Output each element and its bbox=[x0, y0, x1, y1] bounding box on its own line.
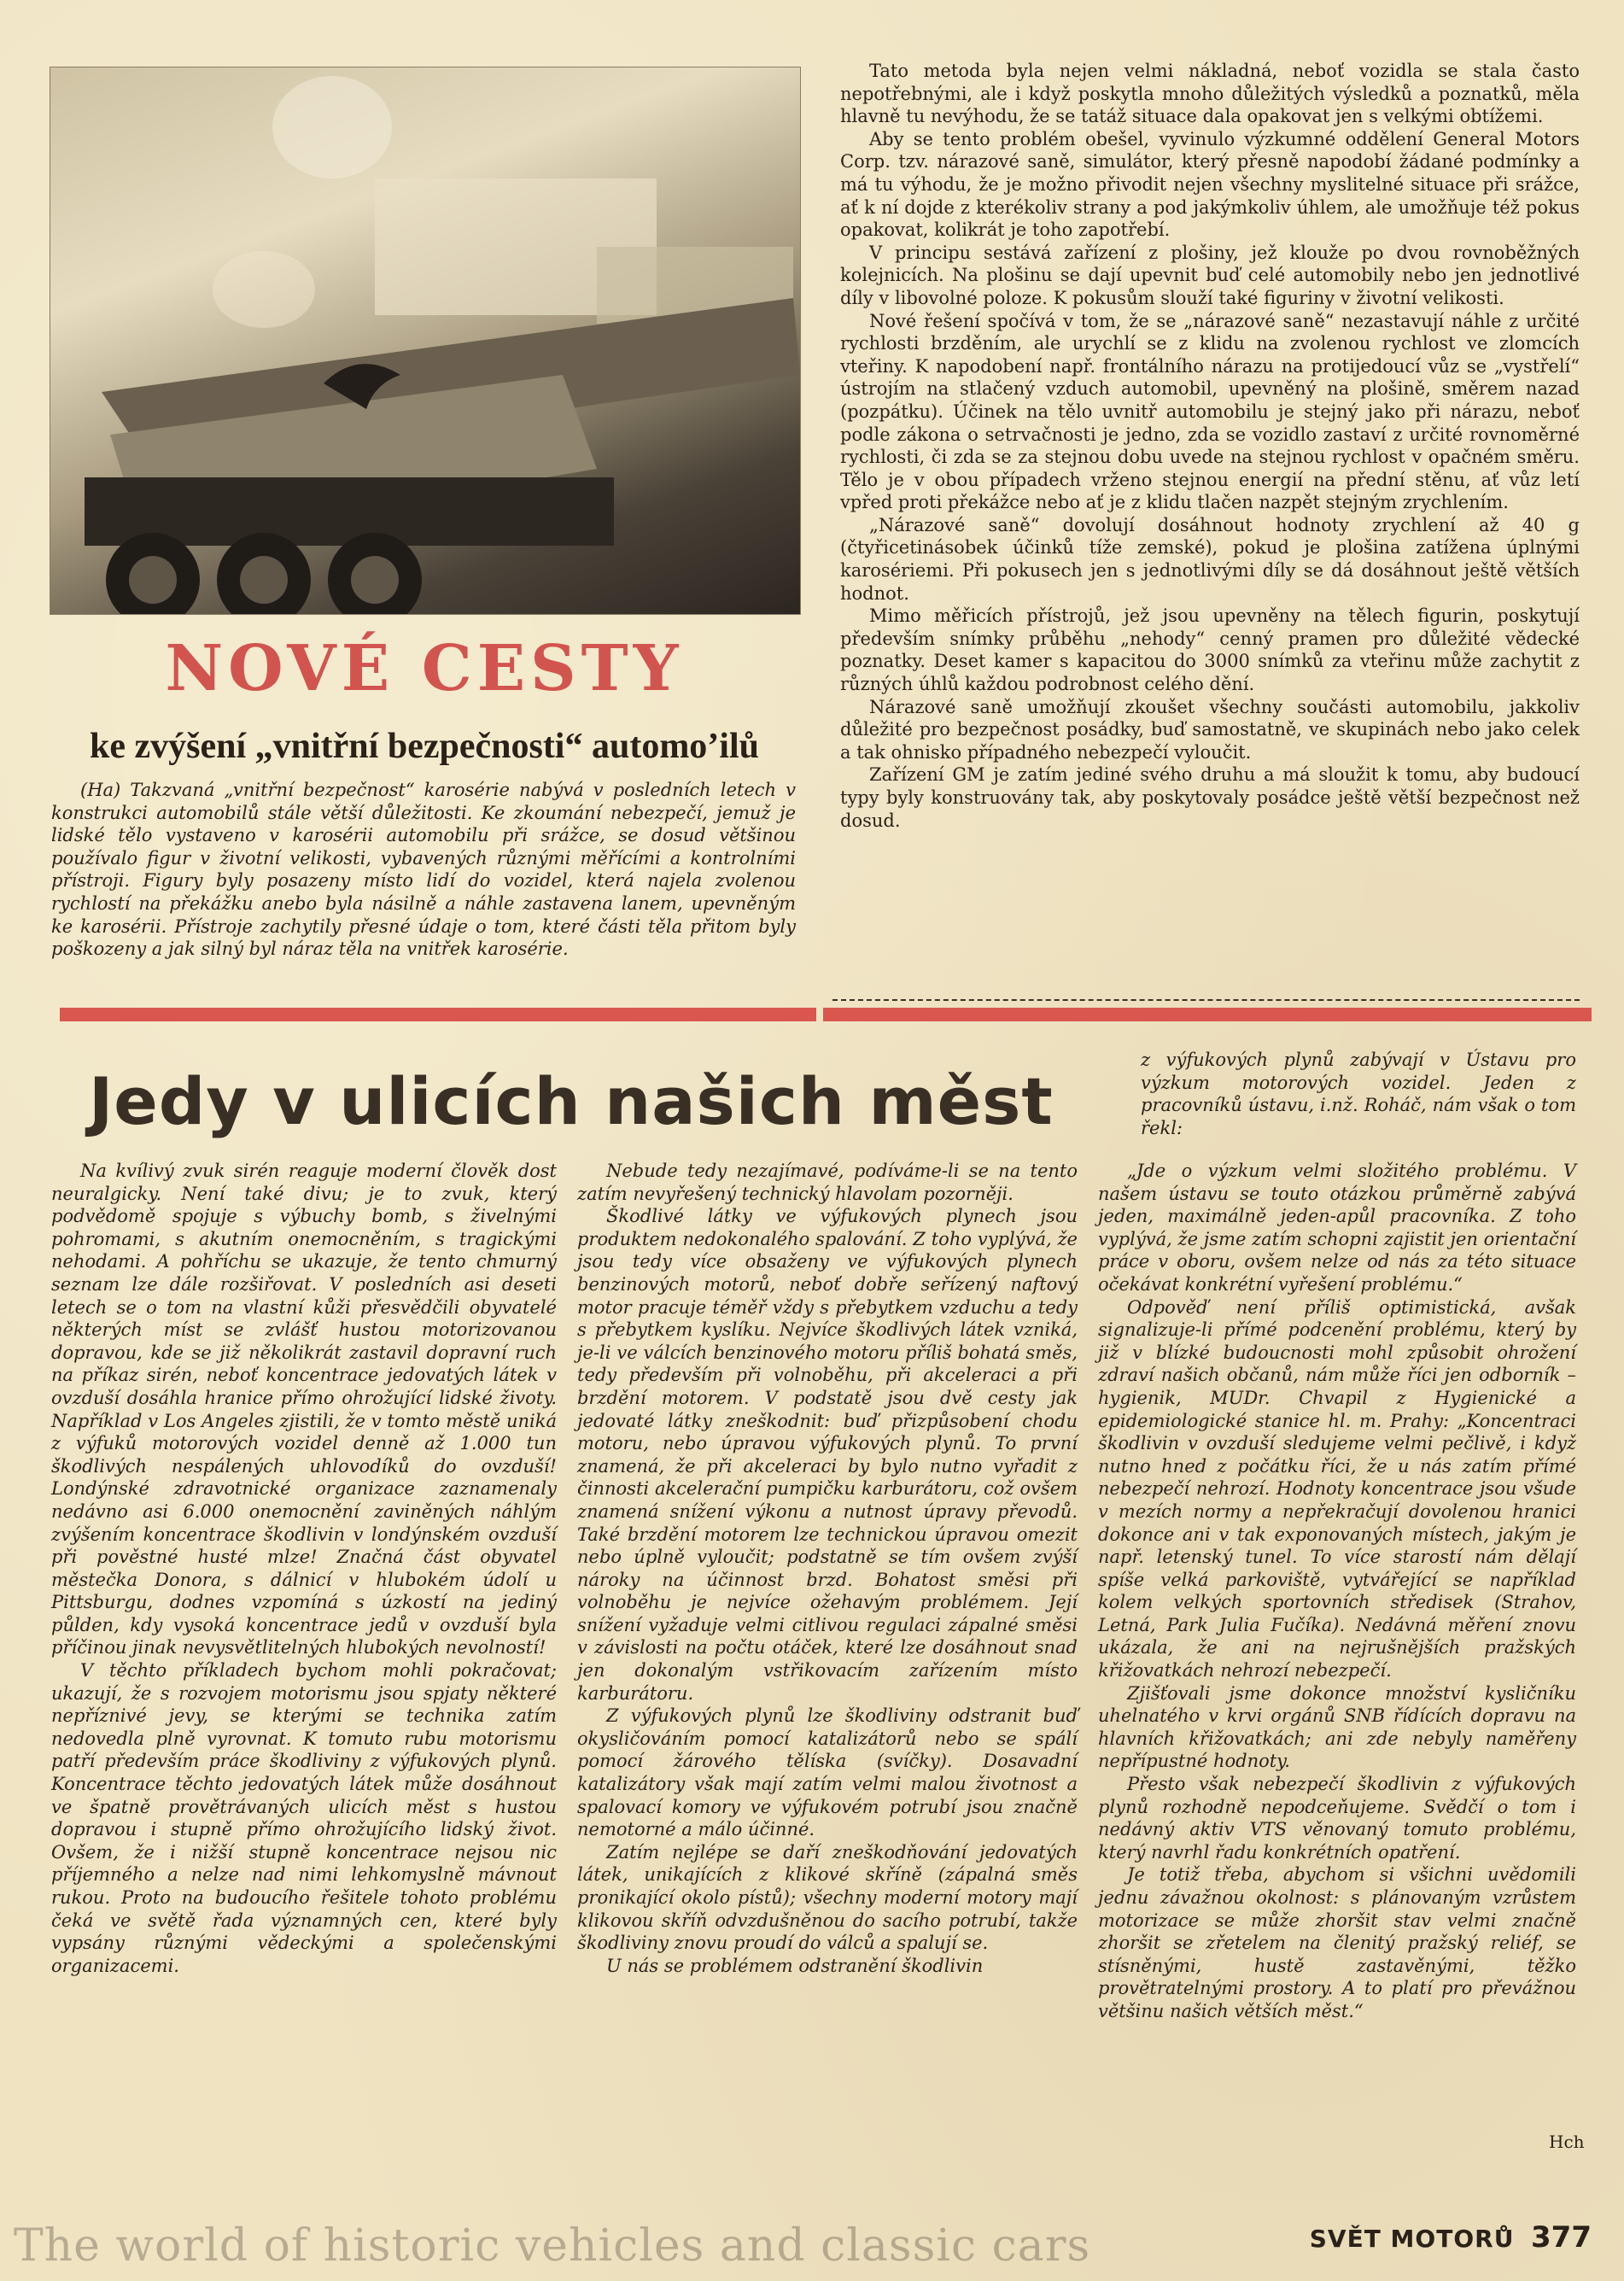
paragraph: „Nárazové saně“ dovolují dosáhnout hodnoty zrychlení až 40 g (čtyřicetinásobek účinků tíže zemské), pokud je plošina zatížena úplnými karosériemi. Při pokusech jen s jednotlivými díly se dá dosáhnout ještě větších hodnot. bbox=[840, 514, 1580, 604]
column-3-top bbox=[1141, 1049, 1576, 1139]
article-right-column bbox=[840, 60, 1580, 832]
watermark-text: The world of historic vehicles and classic cars bbox=[14, 2220, 1091, 2272]
dashed-divider bbox=[832, 999, 1580, 1001]
paragraph: Přesto však nebezpečí škodlivin z výfukových plynů rozhodně nepodceňujeme. Svědčí o tom i nedávný aktiv VTS věnovaný tomuto problému, který navrhl řadu konkrétních opatření. bbox=[1098, 1774, 1576, 1863]
paragraph: „Jde o výzkum velmi složitého problému. V našem ústavu se touto otázkou průměrně zabývá jeden, maximálně jeden-apůl pracovníka. Z toho vyplývá, že jsme zatím schopni zajistit jen orientační práce v oboru, ovšem nelze od nás za této situace očekávat konkrétní vyřešení problému.“ bbox=[1098, 1161, 1576, 1295]
page-footer bbox=[1310, 2220, 1592, 2255]
paragraph: Zatím nejlépe se daří zneškodňování jedovatých látek, unikajících z klikové skříně (zápalná směs pronikající okolo pístů); všechny moderní motory mají klikovou skříň odvzdušněnou do sacího potrubí, takže škodliviny znovu proudí do válců a spalují se. bbox=[577, 1841, 1078, 1954]
article-title: Jedy v ulicích našich měst bbox=[89, 1063, 1054, 1139]
paragraph: Tato metoda byla nejen velmi nákladná, neboť vozidla se stala často nepotřebnými, ale i když poskytla mnoho důležitých výsledků a poznatků, měla hlavně tu nevýhodu, že se tatáž situace dala opakovat jen s velkými obtížemi. bbox=[840, 61, 1580, 127]
lead-paragraph: (Ha) Takzvaná „vnitřní bezpečnost“ karosérie nabývá v posledních letech v konstrukci automobilů stále větší důležitosti. Ke zkoumání nebezpečí, jemuž je lidské tělo vystaveno v karosérii automobilu při srážce, se dosud většinou používalo figur v životní velikosti, vybavených různými měřícími a kontrolními přístroji. Figury byly posazeny místo lidí do vozidel, která najela zvolenou rychlostí na překážku anebo byla násilně a náhle zastavena lanem, upevněným ke karosérii. Přístroje zachytily přesné údaje o tom, které části těla přitom byly poškozeny a jak silný byl náraz těla na vnitřek karosérie. bbox=[51, 780, 796, 960]
column-3 bbox=[1098, 1160, 1576, 2023]
crash-sled-photo bbox=[50, 67, 801, 615]
paragraph: U nás se problémem odstranění škodlivin bbox=[606, 1955, 984, 1976]
magazine-name: SVĚT MOTORŮ bbox=[1309, 2225, 1515, 2253]
paragraph: Nárazové saně umožňují zkoušet všechny součásti automobilu, jakkoliv důležité pro bezpečnost posádky, buď samostatně, ve skupinách nebo jako celek a tak ohnisko případného nebezpečí vyloučit. bbox=[840, 696, 1580, 763]
article-headline: NOVÉ CESTY bbox=[165, 632, 684, 705]
paragraph: V principu sestává zařízení z plošiny, jež klouže po dvou rovnoběžných kolejnicích. Na plošinu se dají upevnit buď celé automobily nebo jen jednotlivé díly v libovolné poloze. K pokusům slouží také figuriny v životní velikosti. bbox=[840, 242, 1580, 308]
article-subheadline: ke zvýšení „vnitřní bezpečnosti“ automo’ilů bbox=[90, 727, 759, 766]
red-divider bbox=[60, 1008, 816, 1021]
author-signature: Hch bbox=[1549, 2132, 1585, 2152]
paragraph: Mimo měřicích přístrojů, jež jsou upevněny na tělech figurin, poskytují především snímky průběhu „nehody“ cenný pramen pro důležité vědecké poznatky. Deset kamer s kapacitou do 3000 snímků za vteřinu může zachytit z různých úhlů každou podrobnost celého dění. bbox=[840, 605, 1580, 695]
paragraph: Odpověď není příliš optimistická, avšak signalizuje-li přímé podcenění problému, který by již v blízké budoucnosti mohl způsobit ohrožení zdraví našich občanů, nám může říci jen odborník – hygienik, MUDr. Chvapil z Hygienické a epidemiologické stanice hl. m. Prahy: „Koncentraci škodlivin v ovzduší sledujeme velmi pečlivě, i když nutno hned z počátku říci, že u nás zatím přímé nebezpečí nehrozí. Hodnoty koncentrace jsou všude v mezích normy a nepřekračují dovolenou hranici dokonce ani v tak exponovaných místech, jakým je např. letenský tunel. To více starostí nám dělají spíše velká parkoviště, vytvářející se například kolem velkých sportovních středisek (Strahov, Letná, Park Julia Fučíka). Nedávná měření znovu ukázala, že ani na nejrušnějších pražských křižovatkách nehrozí nebezpečí. bbox=[1098, 1296, 1576, 1682]
paragraph: Je totiž třeba, abychom si všichni uvědomili jednu závažnou okolnost: s plánovaným vzrůstem motorizace se může zhoršit stav velmi značně zhoršit se zřetelem na členitý pražský reliéf, se stísněnými, hustě zastavěnými, těžko provětratelnými prostory. A to platí pro převážnou většinu našich větších měst.“ bbox=[1098, 1864, 1576, 2021]
paragraph: Zjišťovali jsme dokonce množství kysličníku uhelnatého v krvi orgánů SNB řídících dopravu na hlavních křižovatkách; ani zde nebyly naměřeny nepřípustné hodnoty. bbox=[1098, 1682, 1576, 1772]
page-number: 377 bbox=[1531, 2220, 1592, 2255]
paragraph: V těchto příkladech bychom mohli pokračovat; ukazují, že s rozvojem motorismu jsou spjaty některé nepříznivé jevy, se kterými se technika zatím nedovedla plně vyrovnat. K tomuto rubu motorismu patří především práce škodliviny z výfukových plynů. Koncentrace těchto jedovatých látek může dosáhnout ve špatně provětrávaných ulicích měst s hustou dopravou i stupně přímo ohrožujícího lidský život. Ovšem, že i nižší stupně koncentrace nejsou nic příjemného a nelze nad nimi lehkomyslně mávnout rukou. Proto na budoucího řešitele tohoto problému čeká ve světě řada významných cen, které byly vypsány různými vědeckými a společenskými organizacemi. bbox=[51, 1660, 557, 1976]
column-1 bbox=[51, 1160, 557, 1977]
paragraph: Na kvílivý zvuk sirén reaguje moderní člověk dost neuralgicky. Není také divu; je to zvuk, který podvědomě spojuje s výbuchy bomb, s živelnými pohromami, s akutním onemocněním, s tragickými nehodami. A pohříchu se ukazuje, že tento chmurný seznam lze dále rozšiřovat. V posledních asi deseti letech se o tom na vlastní kůži přesvědčili obyvatelé některých míst se zvlášť hustou motorizovanou dopravou, kde se již několikrát zastavil dopravní ruch na příkaz sirén, neboť koncentrace jedovatých látek v ovzduší dosáhla hranice přímo ohrožující lidské životy. Například v Los Angeles zjistili, že v tomto městě uniká z výfuků motorových vozidel denně až 1.000 tun škodlivých nespálených uhlovodíků do ovzduší! Londýnské zdravotnické organizace zaznamenaly nedávno asi 6.000 onemocnění zaviněných náhlým zvýšením koncentrace škodlivin v londýnském ovzduší při pověstné husté mlze! Značná část obyvatel městečka Donora, s dálnicí v hlubokém údolí u Pittsburgu, dodnes vzpomíná s úzkostí na jediný půlden, kdy vysoká koncentrace jedů v ovzduší byla příčinou jinak nevysvětlitelných hlubokých nevolností! bbox=[51, 1161, 557, 1658]
paragraph: Z výfukových plynů lze škodliviny odstranit buď okysličováním pomocí katalizátorů nebo se spálí pomocí žárového tělíska (svíčky). Dosavadní katalizátory však mají zatím velmi malou životnost a spalovací komory ve výfukovém potrubí jsou značně nemotorné a málo účinné. bbox=[577, 1705, 1078, 1840]
paragraph: Nebude tedy nezajímavé, podíváme-li se na tento zatím nevyřešený technický hlavolam pozorněji. bbox=[577, 1161, 1078, 1204]
red-divider bbox=[823, 1008, 1592, 1021]
paragraph: Aby se tento problém obešel, vyvinulo výzkumné oddělení General Motors Corp. tzv. nárazové saně, simulátor, který přesně napodobí žádané podmínky a má tu výhodu, že je možno přivodit nejen všechny myslitelné situace při srážce, ať k ní dojde z kterékoliv strany a pod jakýmkoliv úhlem, ale umožňuje též pokus opakovat, kolikrát je toho zapotřebí. bbox=[840, 128, 1580, 241]
paragraph: Zařízení GM je zatím jediné svého druhu a má sloužit k tomu, aby budoucí typy byly konstruovány tak, aby poskytovaly posádce ještě větší bezpečnost než dosud. bbox=[840, 764, 1580, 831]
paragraph: Nové řešení spočívá v tom, že se „nárazové saně“ nezastavují náhle z určité rychlosti brzděním, ale urychlí se z klidu na zvolenou rychlost ve zlomcích vteřiny. K napodobení např. frontálního nárazu na protijedoucí vůz se „vystřelí“ ústrojím na stlačený vzduch automobil, upevněný na plošině, směrem nazad (pozpátku). Účinek na tělo uvnitř automobilu je stejný jako při nárazu, neboť podle zákona o setrvačnosti je jedno, zda se vozidlo zastaví z určité rovnoměrné rychlosti, či zda se za stejnou dobu uvede na stejnou rychlost v opačném směru. Tělo je v obou případech vrženo stejnou energií na přední stěnu, ať vůz letí vpřed proti překážce nebo ať je z klidu tlačen nazpět stejným zrychlením. bbox=[840, 310, 1580, 513]
paragraph: z výfukových plynů zabývají v Ústavu pro výzkum motorových vozidel. Jeden z pracovníků ústavu, i.nž. Roháč, nám však o tom řekl: bbox=[1141, 1050, 1576, 1138]
paragraph: Škodlivé látky ve výfukových plynech jsou produktem nedokonalého spalování. Z toho vyplývá, že jsou tedy více obsaženy ve výfukových plynech benzinových motorů, neboť dobře seřízený naftový motor pracuje téměř vždy s přebytkem vzduchu a tedy s přebytkem kyslíku. Nejvíce škodlivých látek vzniká, je-li ve válcích benzinového motoru příliš bohatá směs, tedy především při volnoběhu, při akceleraci a při brzdění motorem. V podstatě jsou dvě cesty jak jedovaté látky zneškodnit: buď přizpůsobení chodu motoru, nebo úpravou výfukových plynů. To první znamená, že při akceleraci by bylo nutno vyřadit z činnosti akcelerační pumpičku karburátoru, což ovšem znamená snížení výkonu a nutnost úpravy převodů. Také brzdění motorem lze technickou úpravou omezit nebo úplně vyloučit; podstatně se tím ovšem zvýší nároky na účinnost brzd. Bohatost směsi při volnoběhu je nejvíce ožehavým problémem. Její snížení vyžaduje velmi citlivou regulaci zápalné směsi v závislosti na počtu otáček, které lze dosáhnout snad jen dokonalým vstřikovacím zařízením místo karburátoru. bbox=[577, 1206, 1078, 1704]
column-2 bbox=[577, 1160, 1078, 1977]
article-lead bbox=[51, 779, 796, 961]
